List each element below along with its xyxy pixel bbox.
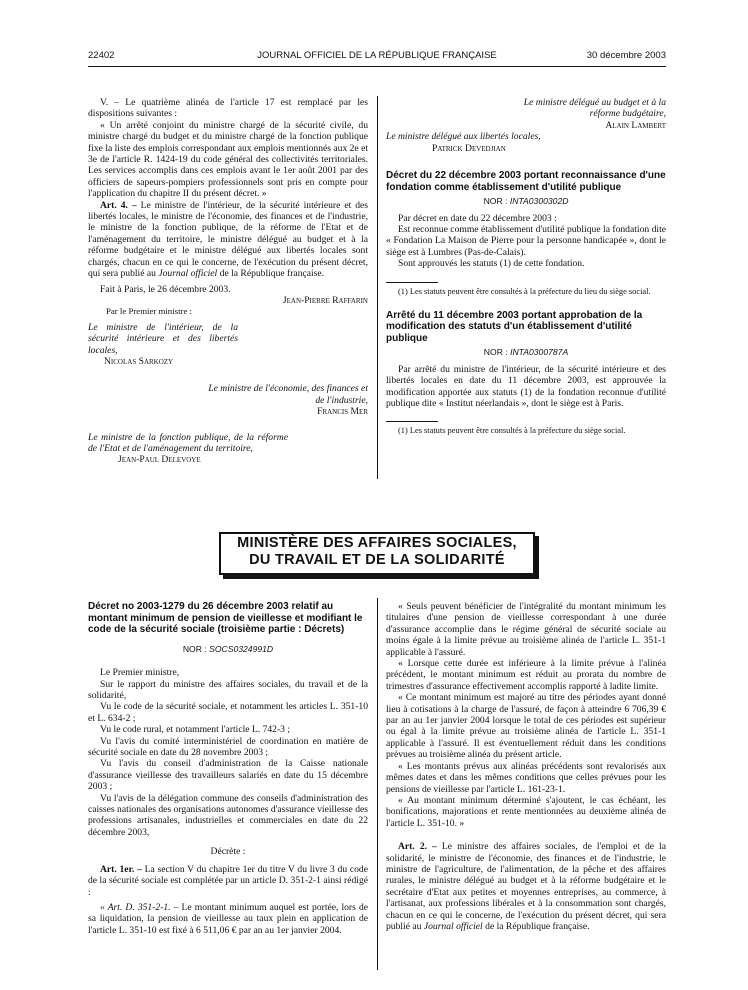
decree-title: Décret no 2003-1279 du 26 décembre 2003 relatif au montant minimum de pension de vieillesse et modifiant le code de la sécurité sociale (troisième partie : Décrets) <box>88 601 363 636</box>
paragraph: V. – Le quatrième alinéa de l'article 17 est remplacé par les dispositions suivantes : <box>88 97 368 120</box>
footnote: (1) Les statuts peuvent être consultés à la préfecture du siège social. <box>398 426 626 436</box>
header-rule <box>88 66 666 67</box>
article-2: Art. 2. – Le ministre des affaires sociales, de l'emploi et de la solidarité, le ministre de l'économie, des finances et de l'industrie, le ministre de l'agriculture, de l'alimentation, de la pêche et des affaires rurales, le ministre délégué au budget et à la réforme budgétaire et le secrétaire d'Etat aux petites et moyennes entreprises, au commerce, à l'artisanat, aux professions libérales et à la consommation sont chargés, chacun en ce qui le concerne, de l'exécution du présent décret, qui sera publié au Journal officiel de la République française. <box>386 841 666 932</box>
paragraph: Sur le rapport du ministre des affaires sociales, du travail et de la solidarité, <box>88 678 368 701</box>
article-label: Art. 4. – <box>100 199 137 211</box>
paragraph: « Ce montant minimum est majoré au titre des périodes ayant donné lieu à cotisations à la charge de l'assuré, de façon à atteindre 6 706,39 € par an au 1er janvier 2004 lorsque le total de ces périodes est supérieur ou égal à la limite prévue au troisième alinéa de l'article L. 351-1 applicable à l'assuré. Il est éventuellement réduit dans les conditions prévues au troisième alinéa du présent article. <box>386 692 666 761</box>
article-1: Art. 1er. – La section V du chapitre 1er du titre V du livre 3 du code de la sécurité sociale est complétée par un article D. 351-2-1 ainsi rédigé : <box>88 863 368 898</box>
minister-name: Patrick Devedjian <box>432 142 506 154</box>
paragraph: Par arrêté du ministre de l'intérieur, de la sécurité intérieure et des libertés locales en date du 11 décembre 2003, est approuvée la modification apportée aux statuts (1) de la fondation reconnue d'utilité publique dite « Institut néerlandais », dont le siège est à Paris. <box>386 363 666 410</box>
minister-title: Le ministre de la fonction publique, de la réforme de l'Etat et de l'aménagement du territoire, <box>88 431 288 454</box>
column-divider-top <box>377 96 378 479</box>
minister-title: Le ministre de l'économie, des finances et de l'industrie, <box>208 383 368 406</box>
prime-minister-name: Jean-Pierre Raffarin <box>282 294 368 306</box>
top-right-column <box>386 97 666 436</box>
paragraph: Est reconnue comme établissement d'utilité publique la fondation dite « Fondation La Maison de Pierre pour la personne handicapée », dont le siège est à Lumbres (Pas-de-Calais). <box>386 224 666 258</box>
banner-line: MINISTÈRE DES AFFAIRES SOCIALES, <box>237 535 517 551</box>
article-4: Art. 4. – Le ministre de l'intérieur, de la sécurité intérieure et des libertés locales, le ministre de l'économie, des finances et de l'industrie, le ministre de la fonction publique, de la réforme de l'Etat et de l'aménagement du territoire, le ministre délégué au budget et à la réforme budgétaire et le ministre délégué aux libertés locales sont chargés, chacun en ce qui le concerne, de l'exécution du présent décret, qui sera publié au Journal officiel de la République française. <box>88 199 368 280</box>
minister-name: Jean-Paul Delevoye <box>118 454 201 466</box>
footnote-rule <box>386 282 438 283</box>
paragraph: Par décret en date du 22 décembre 2003 : <box>398 212 557 224</box>
footnote-rule <box>386 421 438 422</box>
arrete-title: Arrêté du 11 décembre 2003 portant approbation de la modification des statuts d'un établissement d'utilité publique <box>386 309 643 344</box>
ministry-banner <box>219 532 535 575</box>
bottom-left-column <box>88 601 368 936</box>
minister-title: Le ministre délégué aux libertés locales, <box>386 131 541 143</box>
paragraph: Vu l'avis du conseil d'administration de la Caisse nationale d'assurance vieillesse des travailleurs salariés en date du 15 décembre 2003 ; <box>88 758 368 793</box>
nor-reference: NOR : INTA0300787A <box>483 347 569 358</box>
paragraph: « Lorsque cette durée est inférieure à la limite prévue à l'alinéa précédent, le montant minimum est réduit au prorata du nombre de trimestres d'assurance effectivement accomplis rapporté à ladite limite. <box>386 658 666 692</box>
page-number: 22402 <box>88 50 115 61</box>
minister-name: Francis Mer <box>317 406 368 418</box>
page-header <box>88 50 666 64</box>
article-label: Art. 2. – <box>398 841 437 853</box>
minister-name: Alain Lambert <box>605 119 666 131</box>
paragraph: « Seuls peuvent bénéficier de l'intégralité du montant minimum les titulaires d'une pension de vieillesse correspondant à une durée d'assurance accomplie dans le régime général de sécurité sociale au moins égale à la limite prévue au troisième alinéa de l'article L. 351-1 applicable à l'assuré. <box>386 601 666 658</box>
article-label: « Art. D. 351-2-1. <box>100 901 171 913</box>
decree-title: Décret du 22 décembre 2003 portant reconnaissance d'une fondation comme établissement d'utilité publique <box>386 170 666 193</box>
paragraph: Le Premier ministre, <box>100 667 180 679</box>
minister-title: Le ministre de l'intérieur, de la sécurité intérieure et des libertés locales, <box>88 321 238 356</box>
paragraph: Vu l'avis de la délégation commune des conseils d'administration des caisses nationales des organisations autonomes d'assurance vieillesse des professions artisanales, industrielles et commerciales en date du 22 décembre 2003, <box>88 792 368 838</box>
banner-line: DU TRAVAIL ET DE LA SOLIDARITÉ <box>249 552 505 568</box>
top-left-column <box>88 97 368 466</box>
signing-place-date: Fait à Paris, le 26 décembre 2003. <box>100 283 231 295</box>
nor-reference: NOR : SOCS0324991D <box>182 643 274 654</box>
issue-date: 30 décembre 2003 <box>586 50 666 61</box>
minister-title: Le ministre délégué au budget et à la réforme budgétaire, <box>523 97 666 120</box>
paragraph: « Un arrêté conjoint du ministre chargé de la sécurité civile, du ministre chargé du budget et du ministre chargé de la fonction publique fixe la liste des emplois correspondant aux emplois mentionnés aux 2e et 3e de l'article R. 1424-19 du code général des collectivités territoriales. Les services accomplis dans ces emplois avant le 1er août 2001 par des officiers de sapeurs-pompiers professionnels sont pris en compte pour l'application du chapitre II du présent décret. » <box>88 119 369 200</box>
article-d-351-2-1: « Art. D. 351-2-1. – Le montant minimum auquel est portée, lors de sa liquidation, la pension de vieillesse au taux plein en application de l'article L. 351-10 est fixé à 6 511,06 € par an au 1er janvier 2004. <box>88 901 368 936</box>
footnote: (1) Les statuts peuvent être consultés à la préfecture du lieu du siège social. <box>398 286 651 296</box>
paragraph: « Les montants prévus aux alinéas précédents sont revalorisés aux mêmes dates et dans les mêmes conditions que celles prévues pour les pensions de vieillesse par l'article L. 161-23-1. <box>386 760 666 795</box>
signature-intro: Par le Premier ministre : <box>106 306 192 317</box>
decrete: Décrète : <box>210 846 246 858</box>
paragraph: Sont approuvés les statuts (1) de cette fondation. <box>398 258 585 270</box>
column-divider-bottom <box>377 598 378 970</box>
bottom-right-column <box>386 601 666 932</box>
minister-name: Nicolas Sarkozy <box>104 355 174 367</box>
paragraph: Vu le code rural, et notamment l'article L. 742-3 ; <box>100 724 291 736</box>
paragraph: Vu le code de la sécurité sociale, et notamment les articles L. 351-10 et L. 634-2 ; <box>88 701 368 724</box>
paragraph: « Au montant minimum déterminé s'ajoutent, le cas échéant, les bonifications, majorations et rente mentionnées au deuxième alinéa de l'article L. 351-10. » <box>386 794 666 829</box>
journal-title: JOURNAL OFFICIEL DE LA RÉPUBLIQUE FRANÇAISE <box>257 50 497 61</box>
article-label: Art. 1er. – <box>100 863 142 875</box>
paragraph: Vu l'avis du comité interministériel de coordination en matière de sécurité sociale en date du 28 novembre 2003 ; <box>88 735 368 759</box>
nor-reference: NOR : INTA0300302D <box>483 196 569 207</box>
